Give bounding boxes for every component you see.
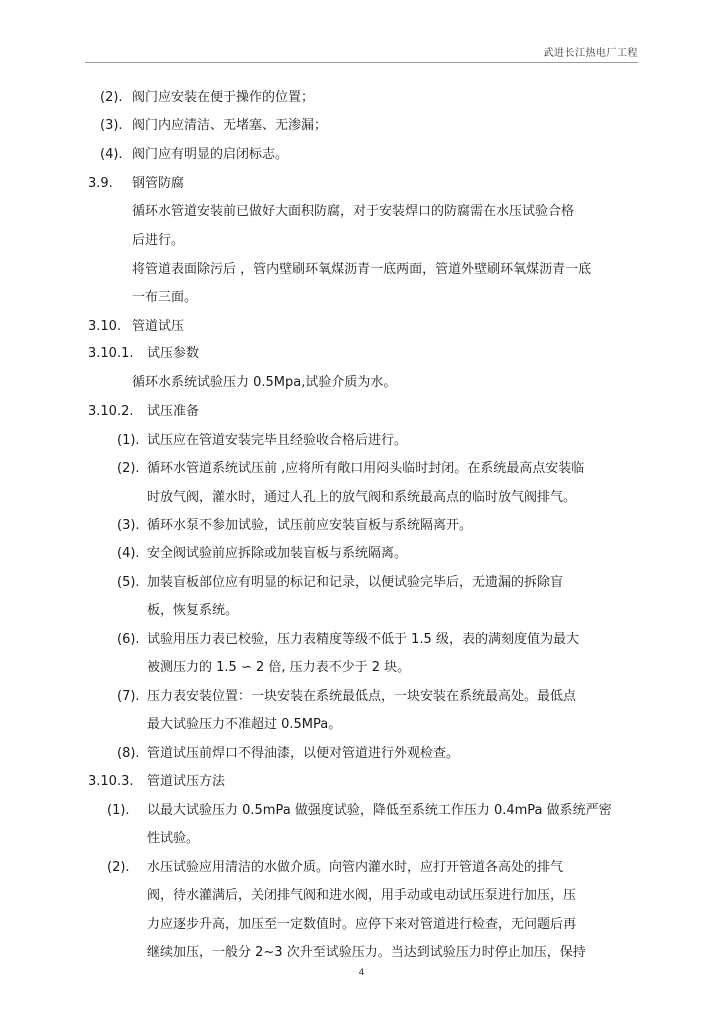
body-line: 阀门内应清洁、无堵塞、无渗漏； — [132, 118, 328, 133]
body-line: 一布三面。 — [132, 290, 198, 305]
section-heading: 试压参数 — [147, 346, 200, 361]
section-heading: 钢管防腐 — [132, 176, 185, 191]
body-line: 被测压力的 1.5 ∽ 2 倍, 压力表不少于 2 块。 — [147, 660, 411, 675]
item-number: (3). — [117, 518, 140, 533]
body-line: 阀，待水灌满后，关闭排气阀和进水阀，用手动或电动试压泵进行加压，压 — [147, 888, 577, 903]
section-heading: 试压准备 — [147, 404, 200, 419]
section-number: 3.10.3. — [88, 774, 134, 789]
body-line: 循环水泵不参加试验，试压前应安装盲板与系统隔离开。 — [147, 518, 473, 533]
body-line: 以最大试验压力 0.5mPa 做强度试验，降低至系统工作压力 0.4mPa 做系统严密 — [147, 803, 612, 818]
body-line: 阀门应有明显的启闭标志。 — [132, 147, 289, 162]
section-heading: 管道试压方法 — [147, 774, 226, 789]
page-number: 4 — [358, 968, 365, 978]
section-number: 3.9. — [88, 176, 113, 191]
section-heading: 管道试压 — [132, 319, 185, 334]
body-line: 板，恢复系统。 — [147, 603, 239, 618]
section-number: 3.10. — [88, 319, 122, 334]
body-line: 压力表安装位置：一块安装在系统最低点，一块安装在系统最高处。最低点 — [147, 689, 577, 704]
body-line: 后进行。 — [132, 233, 185, 248]
body-line: 加装盲板部位应有明显的标记和记录，以便试验完毕后，无遗漏的拆除盲 — [147, 575, 564, 590]
item-number: (1). — [107, 803, 130, 818]
body-line: 循环水管道安装前已做好大面积防腐，对于安装焊口的防腐需在水压试验合格 — [132, 204, 575, 219]
page-header — [85, 44, 638, 63]
section-number: 3.10.1. — [88, 346, 134, 361]
item-number: (6). — [117, 632, 140, 647]
item-number: (1). — [117, 433, 140, 448]
item-number: (5). — [117, 575, 140, 590]
body-line: 阀门应安装在便于操作的位置； — [132, 90, 315, 105]
item-number: (7). — [117, 689, 140, 704]
body-line: 循环水系统试验压力 0.5Mpa,试验介质为水。 — [132, 375, 397, 390]
body-line: 最大试验压力不准超过 0.5MPa。 — [147, 717, 342, 732]
body-line: 试压应在管道安装完毕且经验收合格后进行。 — [147, 433, 408, 448]
item-number: (2). — [100, 90, 123, 105]
item-number: (4). — [100, 147, 123, 162]
body-line: 将管道表面除污后 ，管内壁刷环氧煤沥青一底两面，管道外壁刷环氧煤沥青一底 — [132, 262, 592, 277]
body-line: 力应逐步升高，加压至一定数值时。应停下来对管道进行检查，无问题后再 — [147, 917, 577, 932]
item-number: (2). — [117, 461, 140, 476]
item-number: (3). — [100, 118, 123, 133]
body-line: 水压试验应用清洁的水做介质。向管内灌水时，应打开管道各高处的排气 — [147, 860, 564, 875]
body-line: 试验用压力表已校验，压力表精度等级不低于 1.5 级，表的满刻度值为最大 — [147, 632, 579, 647]
item-number: (4). — [117, 546, 140, 561]
section-number: 3.10.2. — [88, 404, 134, 419]
body-line: 安全阀试验前应拆除或加装盲板与系统隔离。 — [147, 546, 408, 561]
header-title: 武进长江热电厂工程 — [543, 48, 638, 59]
body-line: 管道试压前焊口不得油漆，以便对管道进行外观检查。 — [147, 746, 460, 761]
body-line: 继续加压，一般分 2~3 次升至试验压力。当达到试验压力时停止加压，保持 — [147, 945, 586, 960]
body-line: 时放气阀，灌水时，通过人孔上的放气阀和系统最高点的临时放气阀排气。 — [147, 490, 577, 505]
item-number: (8). — [117, 746, 140, 761]
body-line: 循环水管道系统试压前 ,应将所有敞口用闷头临时封闭。在系统最高点安装临 — [147, 461, 585, 476]
item-number: (2). — [107, 860, 130, 875]
body-line: 性试验。 — [147, 831, 200, 846]
